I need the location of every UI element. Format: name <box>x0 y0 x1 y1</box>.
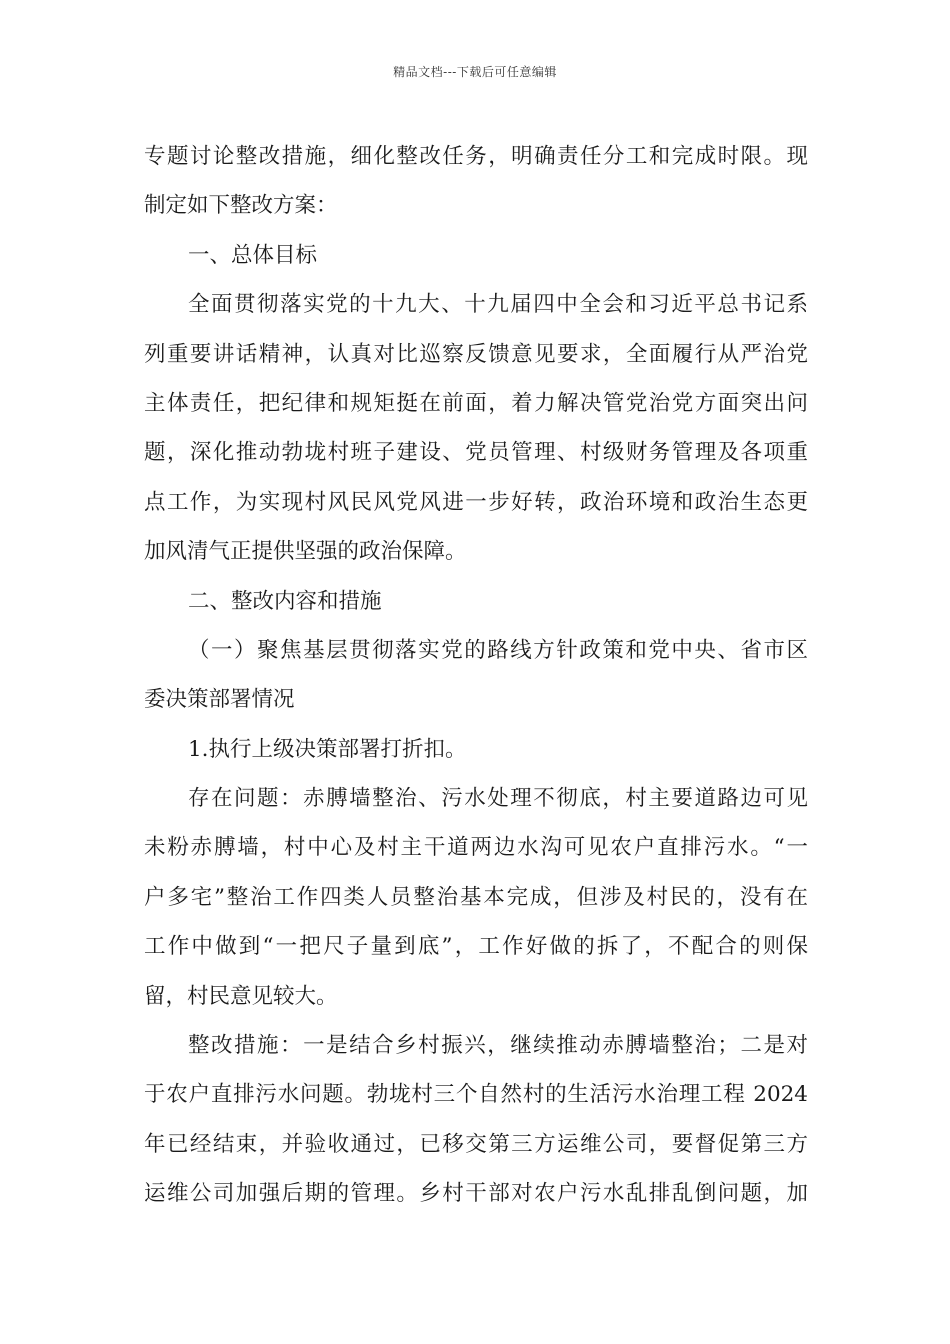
paragraph-line: 制定如下整改方案： <box>144 193 338 219</box>
paragraph-line: 运维公司加强后期的管理。乡村干部对农户污水乱排乱倒问题，加 <box>144 1181 808 1207</box>
paragraph-line: 二、整改内容和措施 <box>188 588 382 614</box>
paragraph-line: （一）聚焦基层贯彻落实党的路线方针政策和党中央、省市区 <box>188 637 808 663</box>
paragraph-line: 留，村民意见较大。 <box>144 983 338 1009</box>
paragraph-line: 一、总体目标 <box>188 242 318 268</box>
page-header: 精品文档---下载后可任意编辑 <box>393 65 557 79</box>
paragraph-line: 加风清气正提供坚强的政治保障。 <box>144 539 467 565</box>
paragraph-line: 全面贯彻落实党的十九大、十九届四中全会和习近平总书记系 <box>188 292 808 318</box>
document-body <box>144 132 808 1219</box>
paragraph-line: 专题讨论整改措施，细化整改任务，明确责任分工和完成时限。现 <box>144 144 808 169</box>
paragraph-line: 主体责任，把纪律和规矩挺在前面，着力解决管党治党方面突出问 <box>144 390 808 416</box>
paragraph-line: 户多宅”整治工作四类人员整治基本完成，但涉及村民的，没有在 <box>144 884 808 910</box>
paragraph-line: 题，深化推动勃垅村班子建设、党员管理、村级财务管理及各项重 <box>144 440 808 466</box>
paragraph-line: 1.执行上级决策部署打折扣。 <box>188 736 467 762</box>
paragraph-line: 点工作，为实现村风民风党风进一步好转，政治环境和政治生态更 <box>144 489 808 515</box>
paragraph-line: 存在问题：赤膊墙整治、污水处理不彻底，村主要道路边可见 <box>188 786 808 812</box>
paragraph-line: 列重要讲话精神，认真对比巡察反馈意见要求，全面履行从严治党 <box>144 341 808 367</box>
paragraph-line: 于农户直排污水问题。勃垅村三个自然村的生活污水治理工程 2024 <box>144 1082 808 1108</box>
paragraph-line: 未粉赤膊墙，村中心及村主干道两边水沟可见农户直排污水。“一 <box>144 835 808 861</box>
paragraph-line: 委决策部署情况 <box>144 687 295 713</box>
paragraph-line: 整改措施：一是结合乡村振兴，继续推动赤膊墙整治；二是对 <box>188 1033 808 1059</box>
paragraph-line: 工作中做到“一把尺子量到底”，工作好做的拆了，不配合的则保 <box>144 934 808 960</box>
paragraph-line: 年已经结束，并验收通过，已移交第三方运维公司，要督促第三方 <box>144 1131 808 1157</box>
